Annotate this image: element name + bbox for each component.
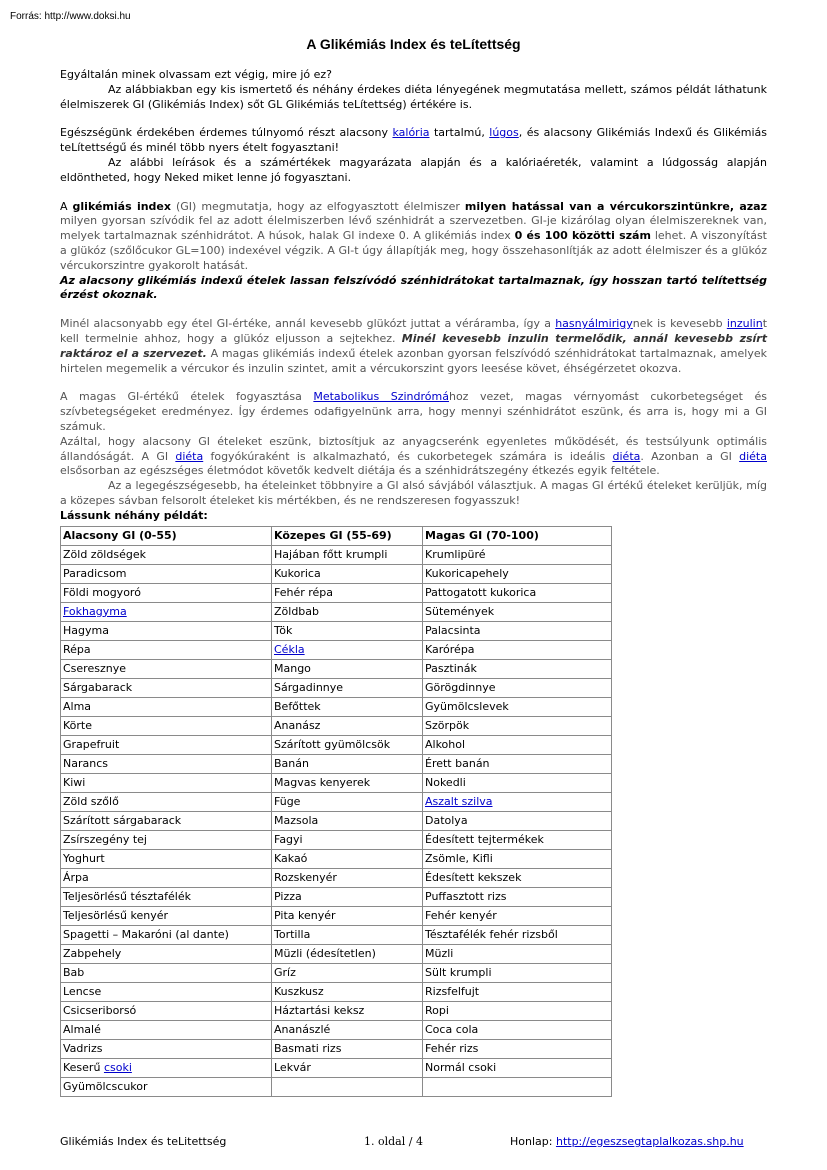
- table-cell: Fehér rizs: [423, 1039, 612, 1058]
- table-cell: Gyümölcscukor: [61, 1077, 272, 1096]
- table-cell: [272, 1077, 423, 1096]
- table-cell: Sült krumpli: [423, 963, 612, 982]
- table-cell: Mango: [272, 659, 423, 678]
- table-row: [61, 659, 612, 678]
- table-row: [61, 830, 612, 849]
- table-cell: Befőttek: [272, 697, 423, 716]
- table-cell: Gyümölcslevek: [423, 697, 612, 716]
- header-low-gi: Alacsony GI (0-55): [61, 526, 272, 545]
- table-cell: Görögdinnye: [423, 678, 612, 697]
- link-csoki[interactable]: csoki: [103, 1060, 132, 1074]
- table-cell: Coca cola: [423, 1020, 612, 1039]
- insulin-paragraph: Minél alacsonyabb egy étel GI-értéke, annál kevesebb glükózt juttat a véráramba, így a hasnyálmirigynek is kevesebb inzulint kell termelnie ahhoz, hogy a glükóz eljusson a sejtekhez. Minél kevesebb inzulin termelődik, annál kevesebb zsírt raktároz el a szervezet. A magas glikémiás indexű ételek azonban gyorsan felszívódó szénhidrátokat tartalmaznak, amelyek hirtelen megemelik a vércukor és inzulin szintet, amit a vércukorszint gyors leesése követ, éhségérzetet okozva.: [60, 317, 768, 375]
- table-cell: Pizza: [272, 887, 423, 906]
- table-cell: Lekvár: [272, 1058, 423, 1077]
- table-cell: Tésztafélék fehér rizsből: [423, 925, 612, 944]
- table-cell[interactable]: [423, 792, 612, 811]
- table-row: [61, 1039, 612, 1058]
- table-cell: Lencse: [61, 982, 272, 1001]
- table-cell: Fehér répa: [272, 583, 423, 602]
- table-cell: Narancs: [61, 754, 272, 773]
- table-row: [61, 906, 612, 925]
- table-cell: Alma: [61, 697, 272, 716]
- table-cell-link[interactable]: Aszalt szilva: [425, 794, 493, 808]
- table-row: [61, 545, 612, 564]
- table-cell: Pattogatott kukorica: [423, 583, 612, 602]
- gi-table: [60, 526, 612, 1097]
- table-row: [61, 1058, 612, 1077]
- table-cell: Füge: [272, 792, 423, 811]
- table-cell: Szörpök: [423, 716, 612, 735]
- table-cell: Gríz: [272, 963, 423, 982]
- table-cell: Grapefruit: [61, 735, 272, 754]
- table-row: [61, 735, 612, 754]
- table-cell: Sárgadinnye: [272, 678, 423, 697]
- table-row: [61, 925, 612, 944]
- table-cell: Müzli: [423, 944, 612, 963]
- link-inzulin[interactable]: inzulin: [726, 317, 763, 331]
- header-high-gi: Magas GI (70-100): [423, 526, 612, 545]
- table-cell: Keserű csoki: [61, 1058, 272, 1077]
- page-footer: [60, 1135, 760, 1151]
- table-cell: Rozskenyér: [272, 868, 423, 887]
- table-cell: Háztartási keksz: [272, 1001, 423, 1020]
- table-row: [61, 678, 612, 697]
- table-row: [61, 754, 612, 773]
- table-cell: Zöldbab: [272, 602, 423, 621]
- table-cell: Puffasztott rizs: [423, 887, 612, 906]
- table-row: [61, 716, 612, 735]
- table-cell: Fehér kenyér: [423, 906, 612, 925]
- table-cell: Kuszkusz: [272, 982, 423, 1001]
- link-lugos[interactable]: lúgos: [489, 126, 519, 140]
- table-heading: Lássunk néhány példát:: [60, 508, 208, 522]
- source-note: Forrás: http://www.doksi.hu: [10, 11, 131, 22]
- table-cell: Hagyma: [61, 621, 272, 640]
- table-cell: Sütemények: [423, 602, 612, 621]
- table-cell-link[interactable]: Cékla: [274, 642, 305, 656]
- link-metabolikus[interactable]: Metabolikus Szindrómá: [313, 390, 449, 404]
- table-row: [61, 583, 612, 602]
- table-cell: Fagyi: [272, 830, 423, 849]
- table-row: [61, 982, 612, 1001]
- table-cell: Müzli (édesítetlen): [272, 944, 423, 963]
- table-row: [61, 849, 612, 868]
- table-cell: Yoghurt: [61, 849, 272, 868]
- table-cell: Zsömle, Kifli: [423, 849, 612, 868]
- table-cell: Pasztinák: [423, 659, 612, 678]
- health-paragraph-2: Az alábbi leírások és a számértékek magyarázata alapján és a kalóriaéreték, valamint a lúdgosság alapján eldöntheted, hogy Neked miket lenne jó fogyasztani.: [60, 155, 767, 184]
- footer-page-number: 1. oldal / 4: [364, 1135, 423, 1148]
- footer-title: Glikémiás Index és teLitettség: [60, 1135, 227, 1148]
- table-cell: Alkohol: [423, 735, 612, 754]
- table-cell: Ananászlé: [272, 1020, 423, 1039]
- table-cell: Vadrizs: [61, 1039, 272, 1058]
- table-cell: Árpa: [61, 868, 272, 887]
- table-cell: [423, 1077, 612, 1096]
- link-hasnyalmirigy[interactable]: hasnyálmirigy: [555, 317, 633, 331]
- table-cell: Édesített kekszek: [423, 868, 612, 887]
- table-cell-link[interactable]: Fokhagyma: [63, 604, 127, 618]
- table-cell: Sárgabarack: [61, 678, 272, 697]
- table-cell: Répa: [61, 640, 272, 659]
- table-cell: Bab: [61, 963, 272, 982]
- table-cell: Basmati rizs: [272, 1039, 423, 1058]
- table-cell: Szárított sárgabarack: [61, 811, 272, 830]
- intro-text: Az alábbiakban egy kis ismertető és néhány érdekes diéta lényegének megmutatása mellett, számos példát láthatunk élelmiszerek GI (Glikémiás Index) sőt GL Glikémiás teLítettség) értékére is.: [60, 82, 767, 111]
- table-cell: Tök: [272, 621, 423, 640]
- table-row: [61, 792, 612, 811]
- table-row: [61, 1001, 612, 1020]
- metabolic-paragraph: A magas GI-értékű ételek fogyasztása Metabolikus Szindrómához vezet, magas vérnyomást cukorbetegséget és szívbetegségeket eredményez. Így érdemes odafigyelnünk arra, hogy mennyi szénhidrátot eszünk, és arra is, hogy mi a GI számuk.: [60, 390, 767, 433]
- table-cell: Szárított gyümölcsök: [272, 735, 423, 754]
- table-cell: Pita kenyér: [272, 906, 423, 925]
- table-row: [61, 564, 612, 583]
- table-row: [61, 602, 612, 621]
- table-cell: Normál csoki: [423, 1058, 612, 1077]
- table-row: [61, 621, 612, 640]
- health-paragraph: Egészségünk érdekében érdemes túlnyomó részt alacsony kalória tartalmú, lúgos, és alacsony Glikémiás Indexű és Glikémiás teLítettségű és minél több nyers ételt fogyasztani!: [60, 126, 767, 155]
- table-cell: Kakaó: [272, 849, 423, 868]
- table-cell: Cseresznye: [61, 659, 272, 678]
- table-cell[interactable]: [61, 602, 272, 621]
- intro-question: Egyáltalán minek olvassam ezt végig, mire jó ez?: [60, 68, 333, 81]
- advice-paragraph: Az a legegészségesebb, ha ételeinket többnyire a GI alsó sávjából választjuk. A magas GI értékű ételeket kerüljük, míg a közepes sávban felsorolt ételeket kis mértékben, és ne rendszeresen fogyasszuk!: [60, 479, 767, 507]
- table-cell: Földi mogyoró: [61, 583, 272, 602]
- header-medium-gi: Közepes GI (55-69): [272, 526, 423, 545]
- link-dieta-1[interactable]: diéta: [175, 449, 204, 463]
- table-cell: Zöld zöldségek: [61, 545, 272, 564]
- table-cell: Édesített tejtermékek: [423, 830, 612, 849]
- gi-definition: A glikémiás index (GI) megmutatja, hogy az elfogyasztott élelmiszer milyen hatással van a vércukorszintünkre, azaz milyen gyorsan szívódik fel az adott élelmiszerben lévő szénhidrát a szervezetben. GI-je kizárólag olyan élelmiszereknek van, melyek tartalmaznak szénhidrátot. A húsok, halak GI indexe 0. A glikémiás index 0 és 100 közötti szám lehet. A viszonyítást a glükóz (szőlőcukor GL=100) indexével végzik. A GI-t úgy állapítják meg, hogy összehasonlítják az adott élelmiszer és a glükóz vércukorszintre gyakorolt hatását.: [60, 199, 767, 272]
- table-row: [61, 887, 612, 906]
- table-cell: Kukorica: [272, 564, 423, 583]
- table-row: [61, 640, 612, 659]
- table-cell: Krumlipüré: [423, 545, 612, 564]
- table-cell: Banán: [272, 754, 423, 773]
- table-cell: Csicseriborsó: [61, 1001, 272, 1020]
- table-cell: Tortilla: [272, 925, 423, 944]
- table-cell: Kukoricapehely: [423, 564, 612, 583]
- table-row: [61, 697, 612, 716]
- table-row: [61, 944, 612, 963]
- page-title: A Glikémiás Index és teLítettség: [306, 36, 521, 52]
- footer-homepage-link[interactable]: http://egeszsegtaplalkozas.shp.hu: [555, 1135, 744, 1148]
- table-cell[interactable]: [272, 640, 423, 659]
- table-cell: Mazsola: [272, 811, 423, 830]
- table-cell: Kiwi: [61, 773, 272, 792]
- table-row: [61, 773, 612, 792]
- table-cell: Spagetti – Makaróni (al dante): [61, 925, 272, 944]
- table-row: [61, 1020, 612, 1039]
- table-cell: Érett banán: [423, 754, 612, 773]
- link-dieta-3[interactable]: diéta: [739, 449, 767, 463]
- table-cell: Nokedli: [423, 773, 612, 792]
- table-cell: Datolya: [423, 811, 612, 830]
- table-cell: Palacsinta: [423, 621, 612, 640]
- table-cell: Hajában főtt krumpli: [272, 545, 423, 564]
- link-dieta-2[interactable]: diéta: [612, 449, 641, 463]
- table-cell: Rizsfelfujt: [423, 982, 612, 1001]
- link-kaloria[interactable]: kalória: [392, 126, 430, 140]
- table-row: [61, 811, 612, 830]
- table-cell: Teljesörlésű tésztafélék: [61, 887, 272, 906]
- table-body: [61, 545, 612, 1096]
- table-row: [61, 1077, 612, 1096]
- table-cell: Magvas kenyerek: [272, 773, 423, 792]
- table-header-row: [61, 526, 612, 545]
- table-cell: Teljesörlésű kenyér: [61, 906, 272, 925]
- table-cell: Zsírszegény tej: [61, 830, 272, 849]
- footer-homepage: Honlap: http://egeszsegtaplalkozas.shp.hu: [510, 1135, 744, 1148]
- table-row: [61, 963, 612, 982]
- table-cell: Almalé: [61, 1020, 272, 1039]
- gi-emphasis: Az alacsony glikémiás indexű ételek lassan felszívódó szénhidrátokat tartalmaznak, így hosszan tartó telítettség érzést okoznak.: [60, 273, 767, 302]
- table-row: [61, 868, 612, 887]
- table-cell: Ananász: [272, 716, 423, 735]
- table-cell: Körte: [61, 716, 272, 735]
- diet-paragraph: Azáltal, hogy alacsony GI ételeket eszünk, biztosítjuk az anyagcserénk egyenletes működését, és testsúlyunk optimális állandóságát. A GI diéta fogyókúraként is alkalmazható, és cukorbetegek számára is ideális diéta. Azonban a GI diéta elsősorban az egészséges életmódot követők kedvelt diétája és a szénhidrátszegény étkezés egyik feltétele.: [60, 434, 767, 478]
- table-cell: Karórépa: [423, 640, 612, 659]
- table-cell: Ropi: [423, 1001, 612, 1020]
- document-body: [60, 68, 767, 1097]
- table-cell: Paradicsom: [61, 564, 272, 583]
- table-cell: Zöld szőlő: [61, 792, 272, 811]
- table-cell: Zabpehely: [61, 944, 272, 963]
